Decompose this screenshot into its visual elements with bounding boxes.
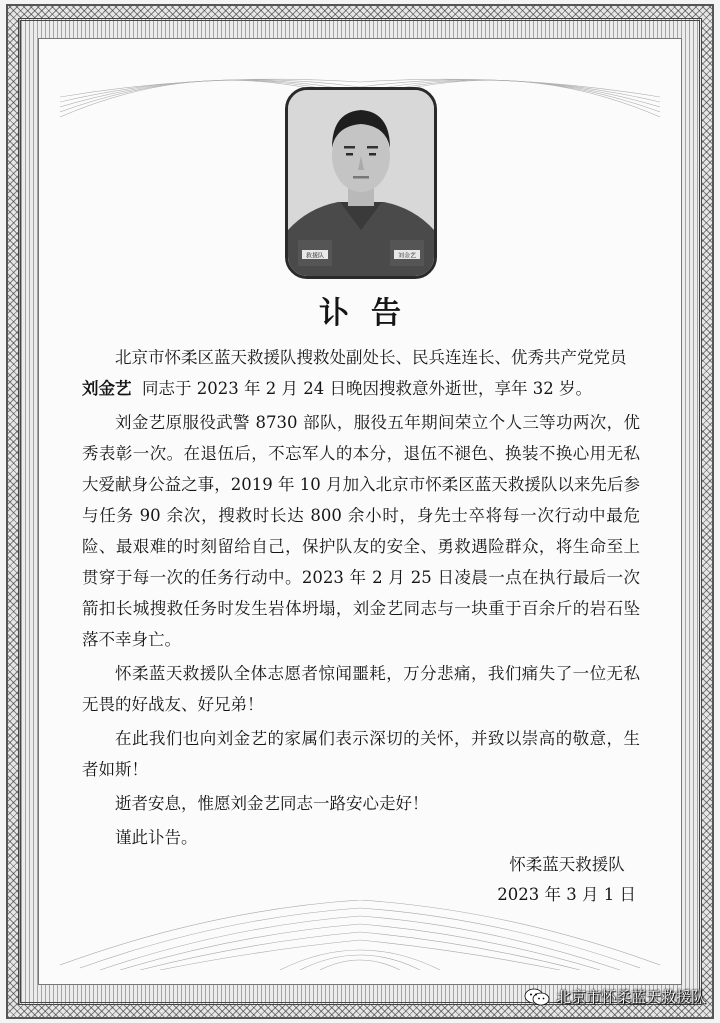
obituary-body: [82, 342, 640, 856]
paragraph-2: 刘金艺原服役武警 8730 部队，服役五年期间荣立个人三等功两次，优秀表彰一次。在退伍后，不忘军人的本分，退伍不褪色、换装不换心用无私大爱献身公益之事，2019 年 10 月加入北京市怀柔区蓝天救援队以来先后参与任务 90 余次，搜救时长达 800 余小时，身先士卒将每一次行动中最危险、最艰难的时刻留给自己，保护队友的安全、勇救遇险群众，将生命至上贯穿于每一次的任务行动中。2023 年 2 月 25 日凌晨一点在执行最后一次箭扣长城搜救任务时发生岩体坍塌，刘金艺同志与一块重于百余斤的岩石坠落不幸身亡。: [82, 413, 640, 649]
paragraph-4: 在此我们也向刘金艺的家属们表示深切的关怀，并致以崇高的敬意，生者如斯！: [82, 729, 640, 779]
badge-right-text: 刘金艺: [397, 252, 417, 260]
paragraph-1: [82, 342, 640, 404]
wechat-watermark: [524, 986, 706, 1007]
obituary-title: 讣告: [319, 296, 423, 331]
paragraph-5: 逝者安息，惟愿刘金艺同志一路安心走好！: [115, 794, 429, 813]
portrait-photo: [285, 87, 437, 279]
paragraph-1-lead: 北京市怀柔区蓝天救援队搜救处副处长、民兵连连长、优秀共产党党员: [115, 348, 627, 367]
watermark-text: 北京市怀柔蓝天救援队: [555, 988, 706, 1006]
wechat-icon: [524, 987, 550, 1007]
signature-date: 2023 年 3 月 1 日: [497, 885, 636, 904]
signature-block: [497, 850, 636, 910]
paragraph-6: 谨此讣告。: [115, 828, 198, 847]
bottom-ornament: [60, 900, 660, 970]
badge-left-text: 救援队: [305, 252, 325, 260]
signature-org: 怀柔蓝天救援队: [509, 855, 625, 874]
paragraph-1-rest: 同志于 2023 年 2 月 24 日晚因搜救意外逝世，享年 32 岁。: [142, 379, 592, 398]
paragraph-3: 怀柔蓝天救援队全体志愿者惊闻噩耗，万分悲痛，我们痛失了一位无私无畏的好战友、好兄弟！: [82, 664, 640, 714]
deceased-name: 刘金艺: [82, 379, 132, 398]
